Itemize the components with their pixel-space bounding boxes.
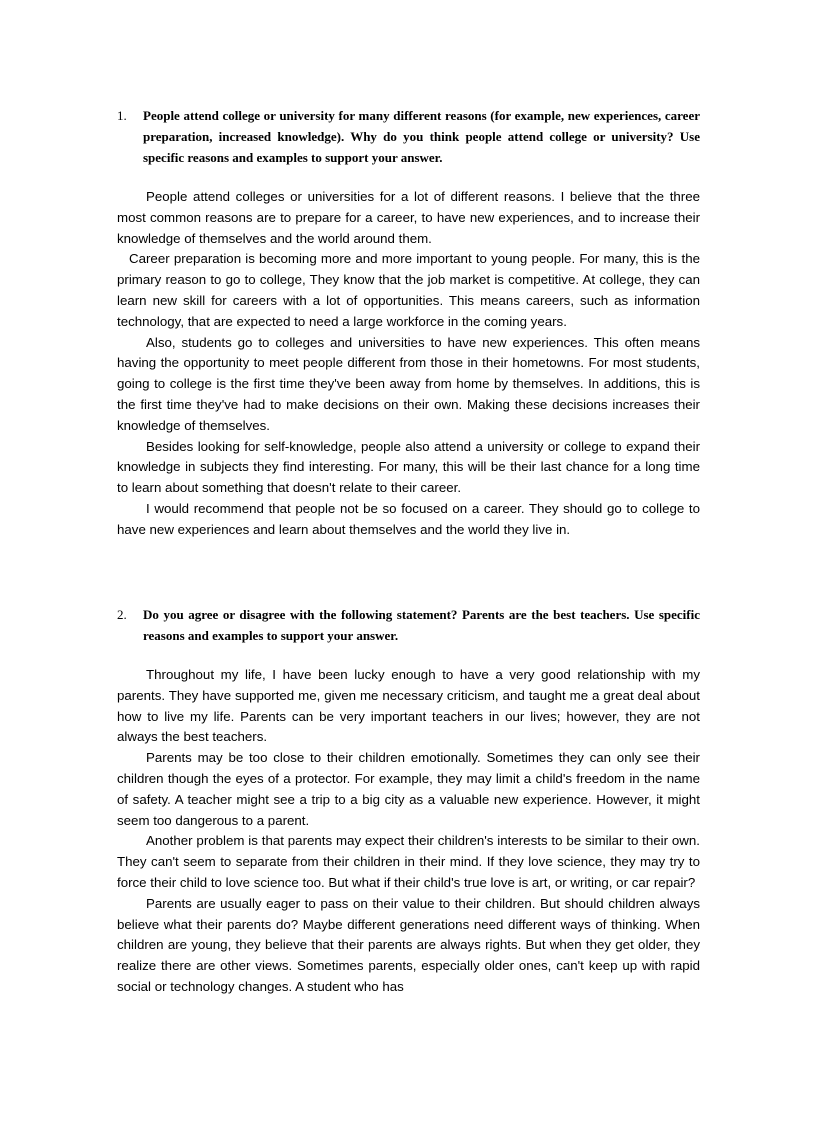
question-2 <box>117 604 700 646</box>
essay-paragraph: Parents may be too close to their children emotionally. Sometimes they can only see their children though the eyes of a protector. For example, they may limit a child's freedom in the name of safety. A teacher might see a trip to a big city as a valuable new experience. However, it might seem too dangerous to a parent. <box>117 750 700 828</box>
essay-2 <box>117 665 700 998</box>
question-1 <box>117 105 700 168</box>
essay-paragraph: Career preparation is becoming more and more important to young people. For many, this is the primary reason to go to college, They know that the job market is competitive. At college, they can learn new skill for careers with a lot of opportunities. This means careers, such as information technology, that are expected to need a large workforce in the coming years. <box>117 251 700 329</box>
essay-1 <box>117 187 700 541</box>
essay-paragraph: I would recommend that people not be so focused on a career. They should go to college to have new experiences and learn about themselves and the world they live in. <box>117 500 700 537</box>
question-prompt: Do you agree or disagree with the following statement? Parents are the best teachers. Use specific reasons and examples to support your answer. <box>143 607 700 643</box>
essay-paragraph: People attend colleges or universities for a lot of different reasons. I believe that the three most common reasons are to prepare for a career, to have new experiences, and to increase their knowledge of themselves and the world around them. <box>117 189 700 246</box>
question-number: 2. <box>117 607 127 622</box>
question-prompt: People attend college or university for many different reasons (for example, new experiences, career preparation, increased knowledge). Why do you think people attend college or university? Use specific reasons and examples to support your answer. <box>143 108 700 165</box>
essay-paragraph: Also, students go to colleges and universities to have new experiences. This often means having the opportunity to meet people different from those in their hometowns. For most students, going to college is the first time they've been away from home by themselves. In additions, this is the first time they've had to make decisions on their own. Making these decisions increases their knowledge of themselves. <box>117 334 700 433</box>
essay-paragraph: Throughout my life, I have been lucky enough to have a very good relationship with my parents. They have supported me, given me necessary criticism, and taught me a great deal about how to live my life. Parents can be very important teachers in our lives; however, they are not always the best teachers. <box>117 667 700 745</box>
question-number: 1. <box>117 108 127 123</box>
essay-paragraph: Parents are usually eager to pass on their value to their children. But should children always believe what their parents do? Maybe different generations need different ways of thinking. When children are young, they believe that their parents are always rights. But when they get older, they realize there are other views. Sometimes parents, especially older ones, can't keep up with rapid social or technology changes. A student who has <box>117 895 700 994</box>
essay-paragraph: Besides looking for self-knowledge, people also attend a university or college to expand their knowledge in subjects they find interesting. For many, this will be their last chance for a long time to learn about something that doesn't relate to their career. <box>117 438 700 496</box>
essay-paragraph: Another problem is that parents may expect their children's interests to be similar to their own. They can't seem to separate from their children in their mind. If they love science, they may try to force their child to love science too. But what if their child's true love is art, or writing, or car repair? <box>117 833 700 890</box>
